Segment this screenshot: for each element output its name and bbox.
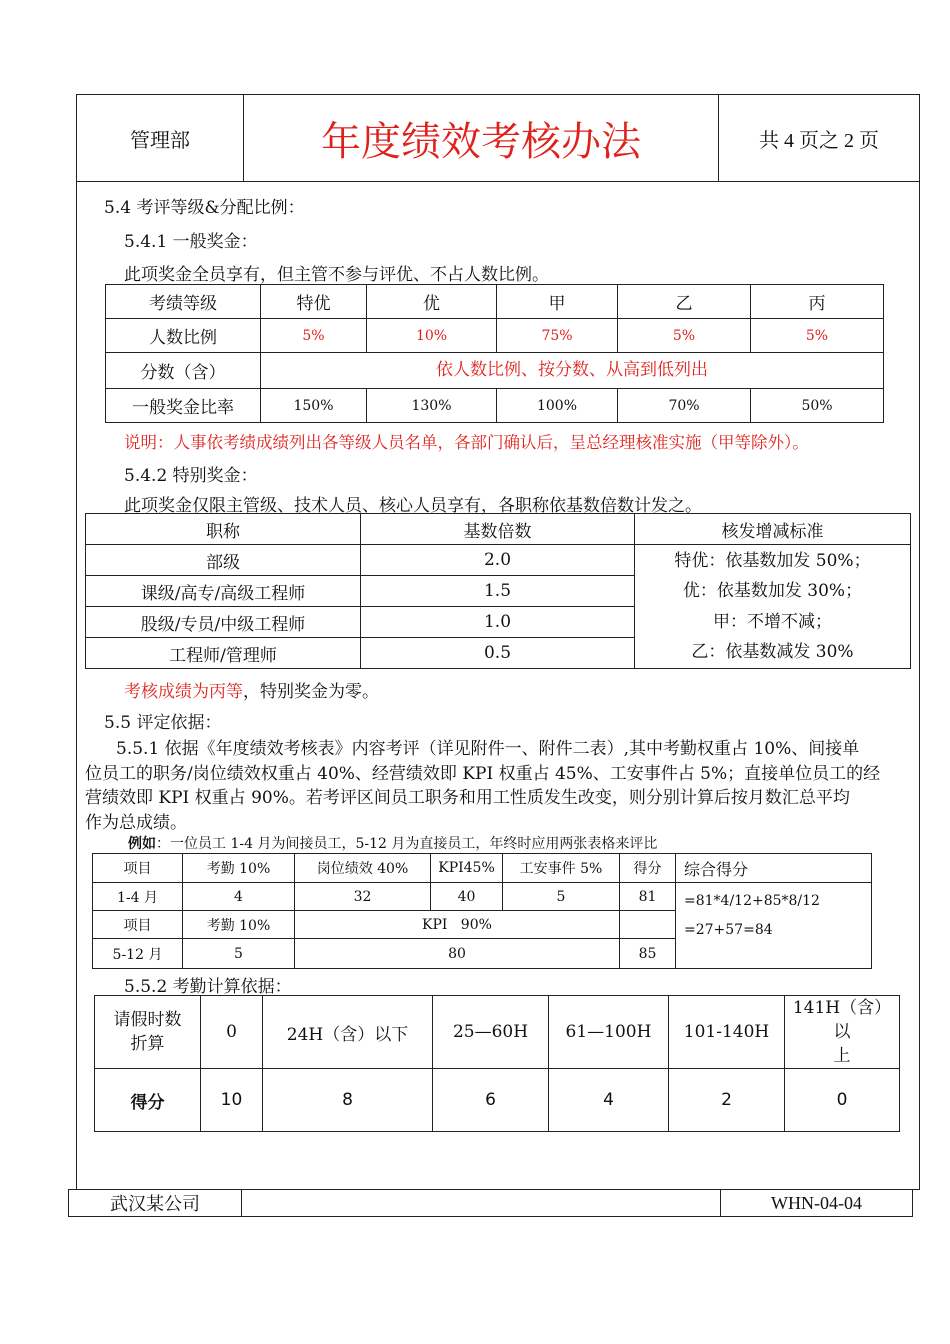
hours-range: 101-140H (669, 996, 785, 1069)
example-label: 例如 (128, 836, 156, 852)
general-bonus-table (105, 284, 884, 423)
example-cell: 40 (431, 883, 503, 911)
attendance-score: 10 (201, 1069, 263, 1132)
combined-score-calc (676, 883, 872, 969)
section-heading-5-5: 5.5 评定依据： (104, 713, 222, 733)
basis-paragraph-line: 5.5.1 依据《年度绩效考核表》内容考评（详见附件一、附件二表）,其中考勤权重占 10%、间接单 (116, 739, 860, 759)
attendance-score: 6 (433, 1069, 549, 1132)
score-label: 得分 (95, 1069, 201, 1132)
hours-range: 0 (201, 996, 263, 1069)
attendance-score: 8 (263, 1069, 433, 1132)
standard-line: 甲：不增不减； (713, 611, 832, 632)
grade-header: 甲 (497, 285, 618, 319)
example-header: 项目 (93, 911, 183, 939)
footer-spacer (242, 1190, 721, 1217)
example-header: 综合得分 (676, 854, 872, 883)
label-line: 上 (833, 1046, 851, 1066)
grade-header: 考绩等级 (106, 285, 261, 319)
title-header: 职称 (86, 514, 361, 545)
grade-header: 乙 (618, 285, 751, 319)
example-header: 岗位绩效 40% (295, 854, 431, 883)
example-cell: 1-4 月 (93, 883, 183, 911)
ratio-cell: 75% (497, 319, 618, 353)
section-heading-5-5-2: 5.5.2 考勤计算依据： (124, 977, 292, 997)
example-header: 考勤 10% (183, 854, 295, 883)
base-multiple: 1.0 (361, 607, 635, 638)
bonus-cell: 50% (751, 389, 884, 423)
calc-line: =27+57=84 (684, 922, 773, 938)
standard-line: 乙：依基数减发 30% (691, 642, 854, 662)
ratio-label: 人数比例 (106, 319, 261, 353)
page-counter: 共 4 页之 2 页 (719, 95, 920, 182)
attendance-table (94, 995, 900, 1132)
header-table (76, 94, 920, 182)
example-header: 考勤 10% (183, 911, 295, 939)
example-cell: 32 (295, 883, 431, 911)
example-cell: 5-12 月 (93, 939, 183, 969)
section-heading-5-4-2: 5.4.2 特别奖金： (124, 466, 258, 486)
zero-bonus-note (124, 677, 379, 702)
basis-paragraph-line: 营绩效即 KPI 权重占 90%。若考评区间员工职务和用工性质发生改变，则分别计算后按月数汇总平均 (85, 788, 850, 808)
multiple-header: 基数倍数 (361, 514, 635, 545)
section-heading-5-4-1: 5.4.1 一般奖金： (124, 232, 258, 252)
grade-header: 优 (367, 285, 497, 319)
ratio-cell: 5% (618, 319, 751, 353)
calc-line: =81*4/12+85*8/12 (684, 893, 820, 909)
example-cell: 5 (183, 939, 295, 969)
ratio-cell: 5% (751, 319, 884, 353)
example-cell (620, 911, 676, 939)
example-text: ：一位员工 1-4 月为间接员工，5-12 月为直接员工，年终时应用两张表格来评比 (156, 836, 658, 852)
example-header: 得分 (620, 854, 676, 883)
example-cell: 5 (503, 883, 620, 911)
label-line: 请假时数 (113, 1010, 182, 1030)
grade-header: 丙 (751, 285, 884, 319)
label-line: 折算 (130, 1034, 165, 1054)
zero-bonus-rest: ，特别奖金为零。 (243, 682, 379, 702)
ratio-cell: 10% (367, 319, 497, 353)
attendance-score: 2 (669, 1069, 785, 1132)
label-line: 141H（含）以 (792, 998, 892, 1042)
base-multiple: 2.0 (361, 545, 635, 576)
department: 管理部 (77, 95, 244, 182)
basis-paragraph-line: 作为总成绩。 (85, 813, 187, 833)
example-header: KPI45% (431, 854, 503, 883)
bonus-cell: 130% (367, 389, 497, 423)
hours-range: 61—100H (549, 996, 669, 1069)
standard-header: 核发增减标准 (635, 514, 911, 545)
example-header: 工安事件 5% (503, 854, 620, 883)
document-code: WHN-04-04 (721, 1190, 913, 1217)
standard-line: 优：依基数加发 30%； (682, 581, 863, 601)
special-bonus-table (85, 513, 911, 669)
grade-header: 特优 (261, 285, 367, 319)
base-multiple: 1.5 (361, 576, 635, 607)
section-heading-5-4: 5.4 考评等级&分配比例： (104, 198, 305, 218)
bonus-label: 一般奖金比率 (106, 389, 261, 423)
hours-range: 24H（含）以下 (263, 996, 433, 1069)
job-title: 股级/专员/中级工程师 (86, 607, 361, 638)
example-cell: 85 (620, 939, 676, 969)
example-table (92, 853, 872, 969)
base-multiple: 0.5 (361, 638, 635, 669)
standard-line: 特优：依基数加发 50%； (674, 550, 871, 571)
example-cell: 81 (620, 883, 676, 911)
bonus-cell: 70% (618, 389, 751, 423)
attendance-score: 4 (549, 1069, 669, 1132)
example-header: 项目 (93, 854, 183, 883)
example-header: KPI 90% (295, 911, 620, 939)
ratio-cell: 5% (261, 319, 367, 353)
score-label: 分数（含） (106, 353, 261, 389)
bonus-cell: 100% (497, 389, 618, 423)
attendance-score: 0 (785, 1069, 900, 1132)
zero-bonus-red: 考核成绩为丙等 (124, 682, 243, 702)
special-bonus-intro: 此项奖金仅限主管级、技术人员、核心人员享有，各职称依基数倍数计发之。 (124, 496, 702, 516)
general-bonus-note: 说明：人事依考绩成绩列出各等级人员名单，各部门确认后，呈总经理核准实施（甲等除外）。 (124, 433, 809, 452)
page-title: 年度绩效考核办法 (244, 95, 719, 182)
hours-range: 25—60H (433, 996, 549, 1069)
example-line (128, 833, 657, 853)
example-cell: 4 (183, 883, 295, 911)
job-title: 工程师/管理师 (86, 638, 361, 669)
example-cell: 80 (295, 939, 620, 969)
company-name: 武汉某公司 (69, 1190, 242, 1217)
job-title: 部级 (86, 545, 361, 576)
job-title: 课级/高专/高级工程师 (86, 576, 361, 607)
hours-range-last (785, 996, 900, 1069)
footer-table (68, 1189, 913, 1217)
basis-paragraph-line: 位员工的职务/岗位绩效权重占 40%、经营绩效即 KPI 权重占 45%、工安事件占 5%；直接单位员工的经 (85, 764, 881, 784)
score-note: 依人数比例、按分数、从高到低列出 (261, 353, 884, 389)
bonus-cell: 150% (261, 389, 367, 423)
general-bonus-intro: 此项奖金全员享有，但主管不参与评优、不占人数比例。 (124, 265, 549, 285)
leave-hours-label (95, 996, 201, 1069)
adjustment-standards (635, 545, 911, 669)
